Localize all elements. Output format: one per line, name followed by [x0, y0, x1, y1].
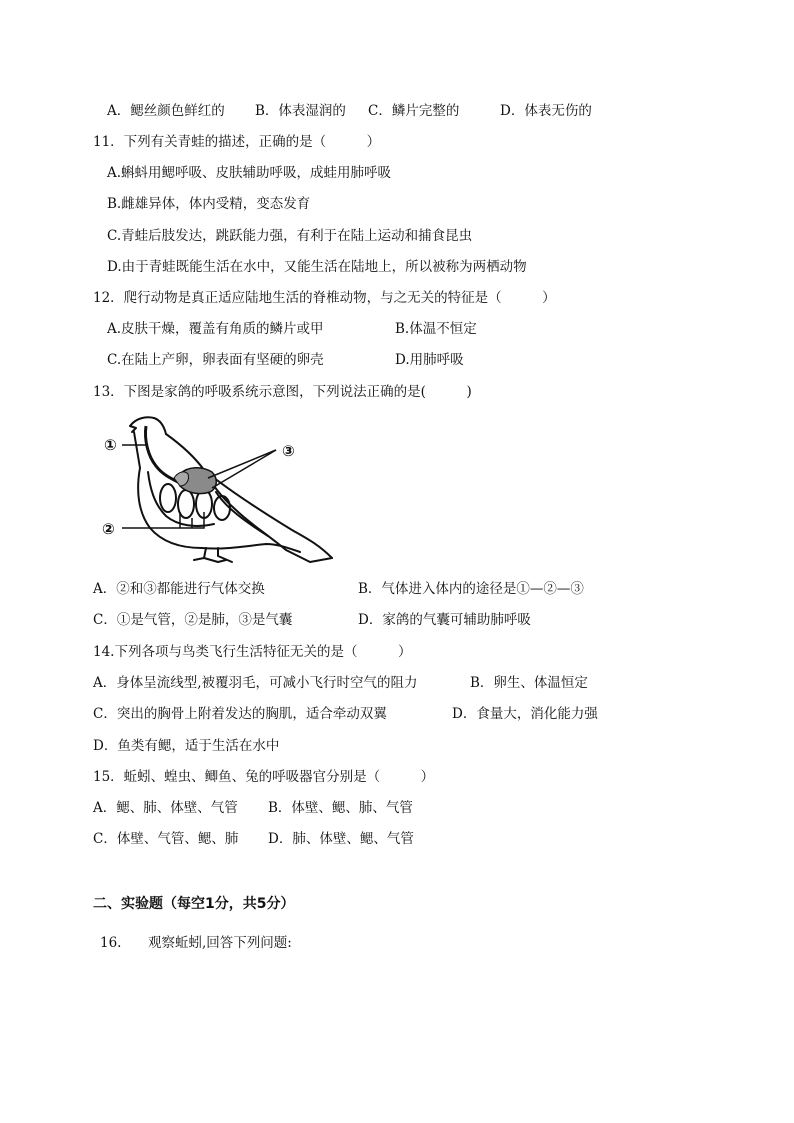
q11-stem: 11．下列有关青蛙的描述，正确的是（ ） [93, 134, 381, 150]
q14-option-c: C．突出的胸骨上附着发达的胸肌，适合牵动双翼 [93, 706, 387, 722]
q15-option-d: D．肺、体壁、鳃、气管 [268, 831, 414, 847]
q10-option-c: C．鳞片完整的 [368, 103, 460, 119]
q13-option-d: D．家鸽的气囊可辅助肺呼吸 [358, 612, 531, 628]
q13-option-b: B．气体进入体内的途径是①—②—③ [358, 581, 584, 597]
q14-option-d: D．食量大，消化能力强 [452, 706, 598, 722]
pigeon-drawing [96, 412, 340, 568]
q16-number: 16. [100, 935, 122, 951]
q12-option-c: C.在陆上产卵，卵表面有坚硬的卵壳 [107, 352, 324, 368]
q11-option-d: D.由于青蛙既能生活在水中，又能生活在陆地上，所以被称为两栖动物 [107, 259, 527, 275]
q12-option-a: A.皮肤干燥，覆盖有角质的鳞片或甲 [107, 321, 324, 337]
figure-label-2: ② [102, 520, 115, 538]
q12-stem: 12．爬行动物是真正适应陆地生活的脊椎动物，与之无关的特征是（ ） [93, 290, 556, 306]
q15-option-b: B．体壁、鳃、肺、气管 [268, 800, 413, 816]
q14-option-e: D．鱼类有鳃，适于生活在水中 [93, 738, 280, 754]
q14-stem: 14.下列各项与鸟类飞行生活特征无关的是（ ） [93, 644, 412, 660]
q15-option-c: C．体壁、气管、鳃、肺 [93, 831, 239, 847]
q15-option-a: A．鳃、肺、体壁、气管 [93, 800, 238, 816]
q13-option-c: C．①是气管，②是肺，③是气囊 [93, 612, 293, 628]
q12-option-b: B.体温不恒定 [395, 321, 477, 337]
q14-option-a: A．身体呈流线型,被覆羽毛，可减小飞行时空气的阻力 [93, 675, 418, 691]
q13-option-a: A．②和③都能进行气体交换 [93, 581, 265, 597]
section-heading: 二、实验题（每空1分，共5分） [93, 896, 295, 912]
figure-label-3: ③ [282, 442, 295, 460]
q10-option-a: A．鳃丝颜色鲜红的 [107, 103, 225, 119]
q13-stem: 13．下图是家鸽的呼吸系统示意图，下列说法正确的是( ) [93, 384, 472, 400]
q16-stem: 观察蚯蚓,回答下列问题: [148, 935, 292, 951]
q12-option-d: D.用肺呼吸 [395, 352, 464, 368]
q14-option-b: B．卵生、体温恒定 [470, 675, 588, 691]
figure-label-1: ① [104, 436, 117, 454]
q11-option-a: A.蝌蚪用鳃呼吸、皮肤辅助呼吸，成蛙用肺呼吸 [107, 165, 392, 181]
q11-option-b: B.雌雄异体，体内受精，变态发育 [107, 196, 311, 212]
q10-option-d: D．体表无伤的 [500, 103, 592, 119]
pigeon-respiratory-diagram [96, 412, 340, 568]
q10-option-b: B．体表湿润的 [255, 103, 346, 119]
q15-stem: 15．蚯蚓、蝗虫、鲫鱼、兔的呼吸器官分别是（ ） [93, 769, 435, 785]
q11-option-c: C.青蛙后肢发达，跳跃能力强，有利于在陆上运动和捕食昆虫 [107, 228, 473, 244]
